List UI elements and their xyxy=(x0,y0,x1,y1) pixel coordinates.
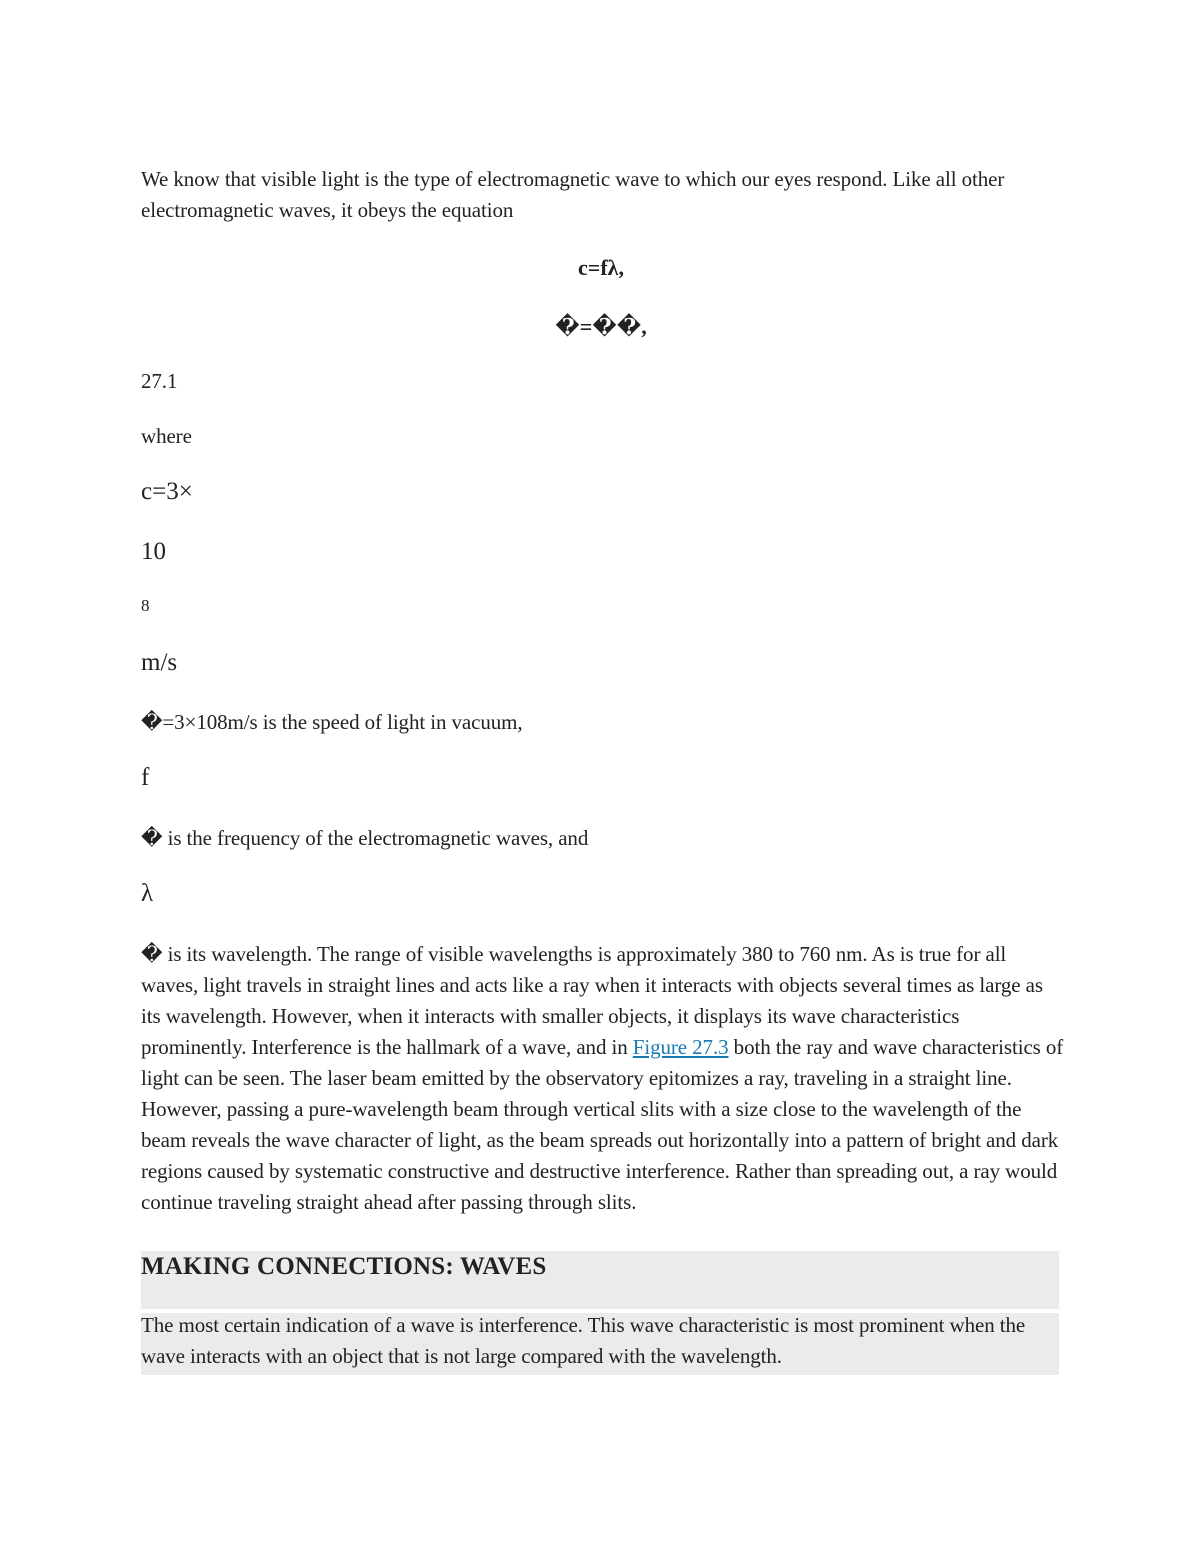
speed-unit: m/s xyxy=(141,649,178,676)
wavelength-paragraph xyxy=(141,939,1066,1218)
equation-number: 27.1 xyxy=(141,369,178,393)
wavelength-symbol: λ xyxy=(141,880,154,907)
figure-27-3-link[interactable]: Figure 27.3 xyxy=(632,1035,729,1059)
speed-ten: 10 xyxy=(141,538,166,565)
intro-paragraph: We know that visible light is the type of electromagnetic wave to which our eyes respond. Like all other electromagnetic waves, it obeys the equation xyxy=(141,167,1005,222)
callout-title: MAKING CONNECTIONS: WAVES xyxy=(141,1253,547,1280)
callout-text: The most certain indication of a wave is interference. This wave characteristic is most prominent when the wave interacts with an object that is not large compared with the wavelength. xyxy=(141,1313,1026,1368)
speed-exponent: 8 xyxy=(141,596,150,615)
speed-description: �=3×108m/s is the speed of light in vacuum, xyxy=(141,710,523,734)
where-label: where xyxy=(141,424,192,448)
frequency-description: � is the frequency of the electromagnetic waves, and xyxy=(141,826,589,850)
wavelength-text-end: both the ray and wave characteristics of light can be seen. The laser beam emitted by the observatory epitomizes a ray, traveling in a straight line. However, passing a pure-wavelength beam through vertical slits with a size close to the wavelength of the beam reveals the wave character of light, as the beam spreads out horizontally into a pattern of bright and dark regions caused by systematic constructive and destructive interference. Rather than spreading out, a ray would continue traveling straight ahead after passing through slits. xyxy=(141,1035,1064,1214)
equation-garbled: �=��, xyxy=(555,314,647,339)
frequency-symbol: f xyxy=(141,764,150,791)
wavelength-text-start: � is its wavelength. The range of visible wavelengths is approximately 380 to 760 nm. As is true for all waves, light travels in straight lines and acts like a ray when it interacts with objects several times as large as its wavelength. However, when it interacts with smaller objects, it displays its wave characteristics prominently. Interference is the hallmark of a wave, and in xyxy=(141,942,1043,1059)
equation-main: c=fλ, xyxy=(578,255,624,280)
speed-c-part: c=3× xyxy=(141,478,193,505)
